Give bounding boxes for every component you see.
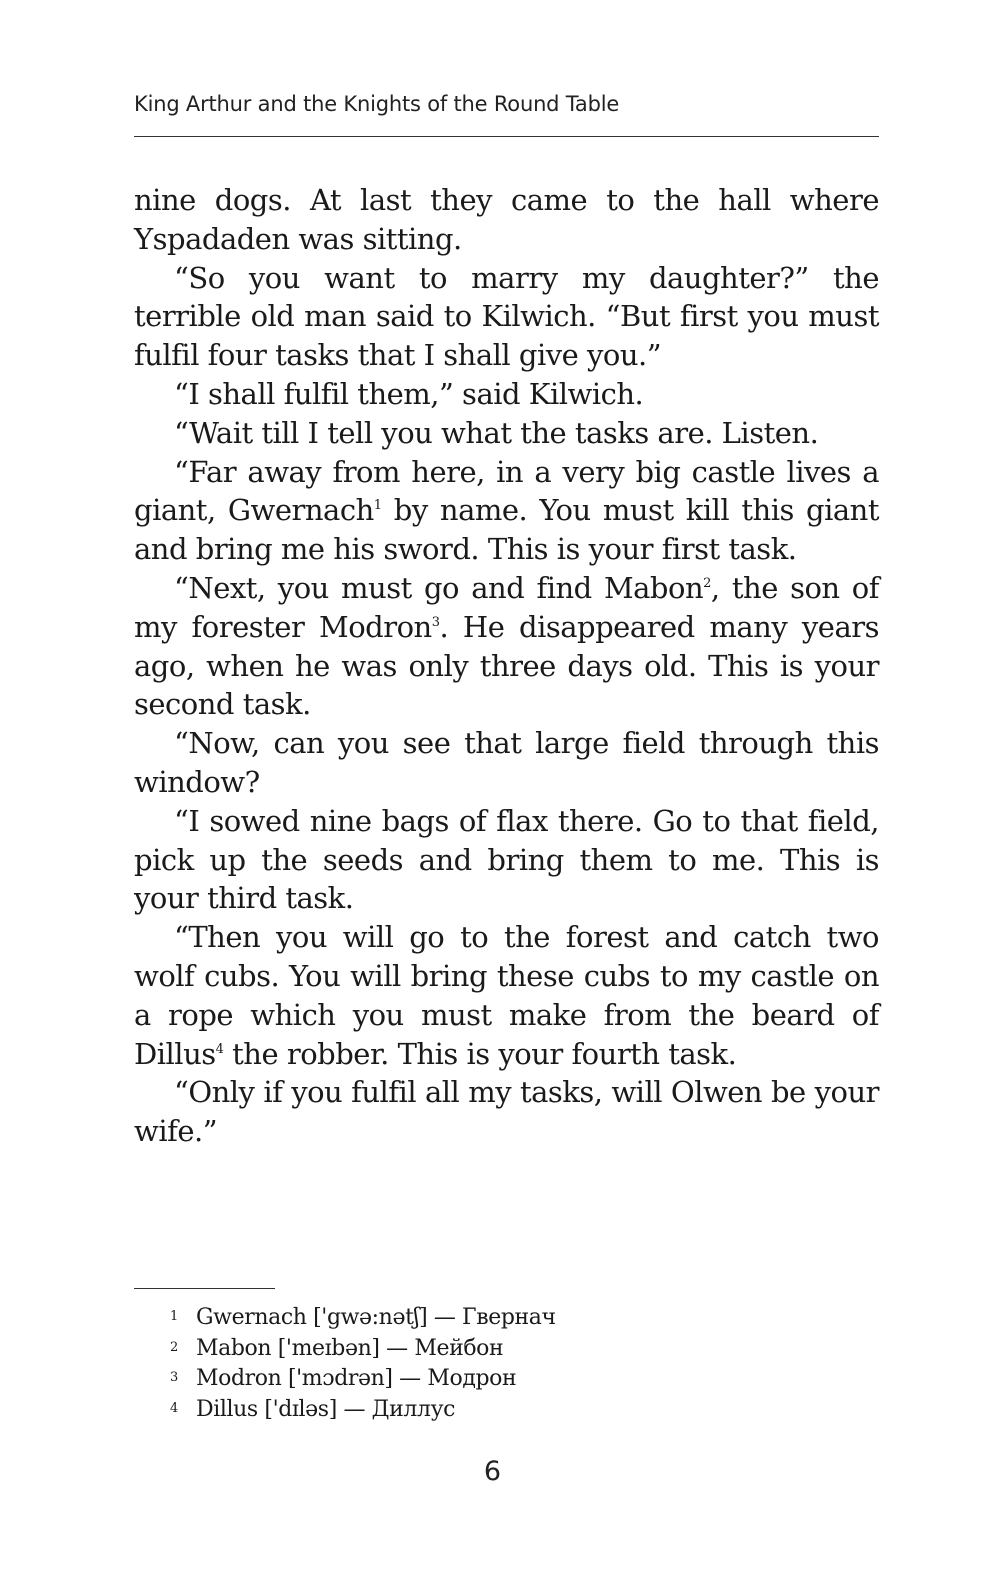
paragraph-text: “I sowed nine bags of flax there. Go to that field, pick up the seeds and bring them to me. This is your third task. bbox=[134, 803, 879, 916]
body-text bbox=[134, 181, 879, 1151]
paragraph-text: “Next, you must go and find Mabon bbox=[174, 570, 704, 605]
footnotes bbox=[134, 1303, 734, 1425]
footnote-reference: 3 bbox=[431, 614, 440, 630]
paragraph bbox=[134, 181, 879, 259]
footnote-text: Dillus ['dɪləs] — Диллус bbox=[196, 1396, 456, 1422]
page-number: 6 bbox=[483, 1456, 502, 1487]
footnote-number: 1 bbox=[170, 1309, 178, 1324]
paragraph bbox=[134, 1073, 879, 1151]
paragraph-text: “Wait till I tell you what the tasks are. Listen. bbox=[174, 415, 819, 450]
paragraph-text: “Only if you fulfil all my tasks, will Olwen be your wife.” bbox=[134, 1075, 879, 1149]
paragraph-text: “So you want to marry my daughter?” the terrible old man said to Kilwich. “But first you must fulfil four tasks that I shall give you.” bbox=[134, 260, 879, 373]
footnote-reference: 4 bbox=[215, 1041, 224, 1057]
footnote-text: Gwernach ['gwə:nətʃ] — Гвернач bbox=[196, 1305, 556, 1330]
paragraph-text: “Now, can you see that large field through this window? bbox=[134, 726, 879, 799]
paragraph-text: “Far away from here, in a very big castle lives a giant, Gwernach bbox=[134, 454, 879, 528]
footnote-text: Mabon ['meɪbən] — Мейбон bbox=[196, 1335, 504, 1361]
paragraph bbox=[134, 569, 879, 724]
footnote-reference: 2 bbox=[703, 575, 711, 591]
footnote bbox=[134, 1303, 734, 1334]
footnote-number: 2 bbox=[170, 1339, 178, 1355]
paragraph-text: “Then you will go to the forest and catch two wolf cubs. You will bring these cubs to my castle on a rope which you must make from the beard of Dillus bbox=[134, 920, 879, 1071]
footnote-reference: 1 bbox=[373, 498, 382, 514]
footnote-number: 3 bbox=[170, 1370, 178, 1385]
footnote-text: Modron ['mɔdrən] — Модрон bbox=[196, 1366, 517, 1391]
footnote-divider bbox=[134, 1288, 275, 1289]
paragraph bbox=[134, 453, 879, 569]
running-head: King Arthur and the Knights of the Round Table bbox=[134, 92, 620, 116]
paragraph bbox=[134, 802, 879, 918]
paragraph-text: . He disappeared many years ago, when he was only three days old. This is your second task. bbox=[134, 609, 879, 722]
paragraph bbox=[134, 918, 879, 1073]
footnote-number: 4 bbox=[170, 1400, 178, 1416]
footnote bbox=[134, 1334, 734, 1365]
footnote bbox=[134, 1364, 734, 1395]
paragraph-text: by name. You must kill this giant and bring me his sword. This is your first task. bbox=[134, 493, 880, 567]
paragraph-text: the robber. This is your fourth task. bbox=[223, 1036, 737, 1071]
paragraph-text: nine dogs. At last they came to the hall where Yspadaden was sitting. bbox=[134, 183, 879, 256]
paragraph bbox=[134, 259, 879, 375]
paragraph-text: “I shall fulfil them,” said Kilwich. bbox=[174, 376, 644, 411]
paragraph-text: , the son of my forester Modron bbox=[134, 570, 880, 644]
paragraph bbox=[134, 414, 879, 453]
header-divider bbox=[134, 136, 879, 137]
paragraph bbox=[134, 724, 879, 802]
paragraph bbox=[134, 375, 879, 414]
footnote bbox=[134, 1395, 734, 1426]
